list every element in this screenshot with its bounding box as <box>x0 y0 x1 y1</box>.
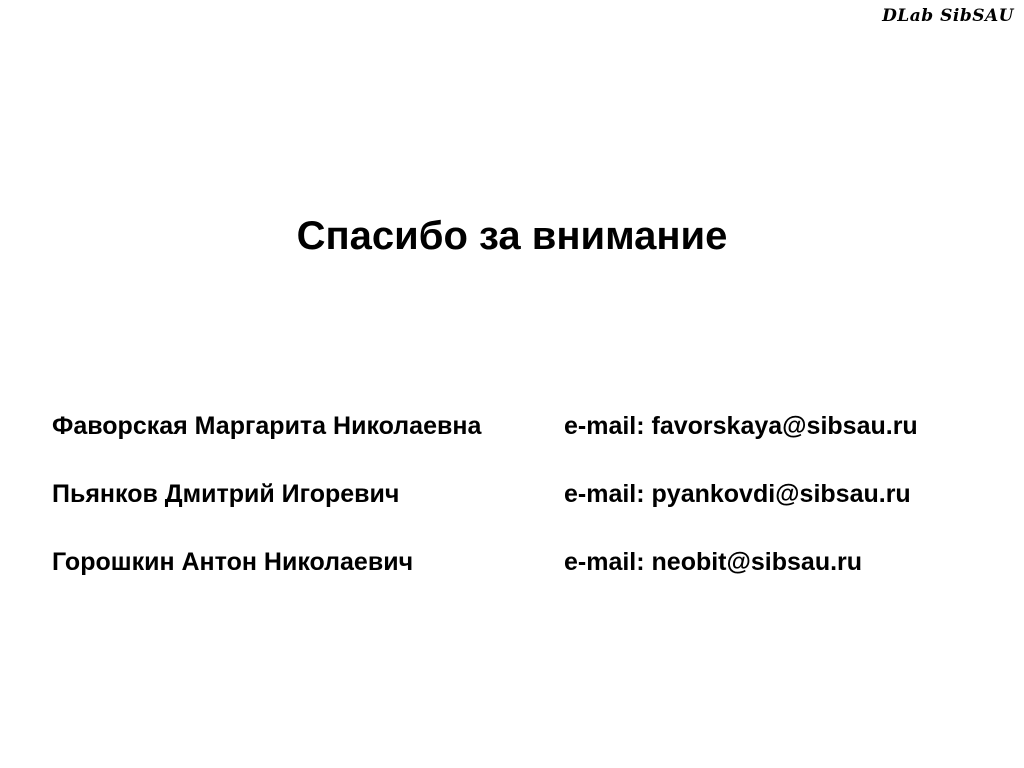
contact-email: e-mail: pyankovdi@sibsau.ru <box>564 480 911 508</box>
contact-row <box>52 548 992 616</box>
contact-name: Фаворская Маргарита Николаевна <box>52 412 482 440</box>
contact-row <box>52 480 992 548</box>
slide-title: Спасибо за внимание <box>296 214 728 258</box>
contacts-list <box>52 412 992 616</box>
contact-row <box>52 412 992 480</box>
contact-email: e-mail: favorskaya@sibsau.ru <box>564 412 918 440</box>
contact-name: Пьянков Дмитрий Игоревич <box>52 480 400 508</box>
contact-email: e-mail: neobit@sibsau.ru <box>564 548 863 576</box>
contact-name: Горошкин Антон Николаевич <box>52 548 414 576</box>
brand-logo-text: DLab SibSAU <box>882 6 1014 26</box>
